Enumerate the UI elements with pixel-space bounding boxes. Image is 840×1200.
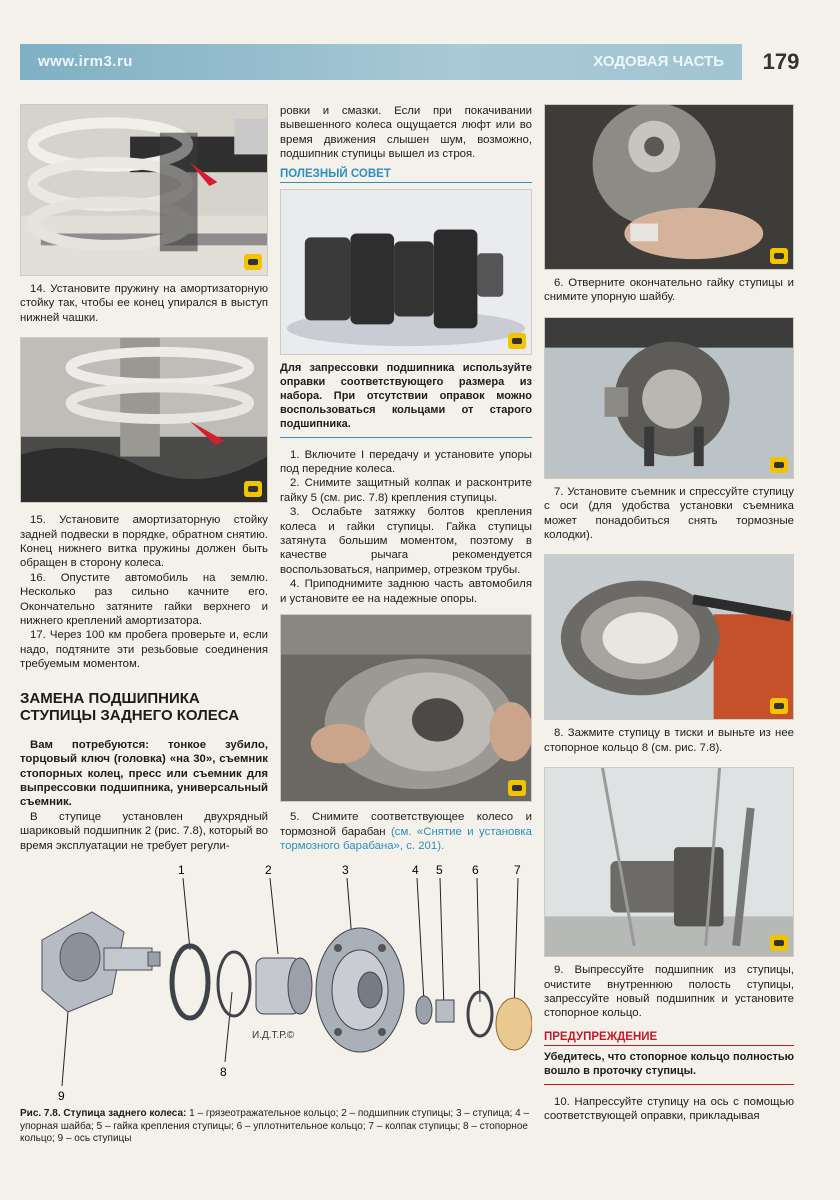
intro-text: В ступице установлен двухрядный шариковый подшипник 2 (рис. 7.8), который во время эксплуатации не требует регули-: [20, 810, 268, 852]
photo-badge-icon: [244, 254, 262, 270]
page-number: 179: [742, 40, 820, 84]
photo-hub-nut: [544, 104, 794, 270]
tools-required: Вам потребуются: тонкое зубило, торцовый ключ (головка) «на 30», съемник стопорных колец, пресс или съемник для выпрессовки подшипника, универсальный съемник.: [20, 738, 268, 809]
warning-text: Убедитесь, что стопорное кольцо полностью вошло в проточку ступицы.: [544, 1050, 794, 1077]
callout-3: 3: [342, 863, 349, 877]
tip-title: ПОЛЕЗНЫЙ СОВЕТ: [280, 168, 532, 183]
step-9: 9. Выпрессуйте подшипник из ступицы, очистите внутреннюю полость ступицы, запрессуйте новый подшипник и установите стопорное кольцо.: [544, 964, 794, 1020]
step-2: 2. Снимите защитный колпак и расконтрите гайку 5 (см. рис. 7.8) крепления ступицы.: [280, 477, 532, 504]
photo-strut-installed: [20, 337, 268, 503]
photo-badge-icon: [770, 248, 788, 264]
figure-caption: [20, 1108, 532, 1146]
step-8: 8. Зажмите ступицу в тиски и выньте из нее стопорное кольцо 8 (см. рис. 7.8).: [544, 727, 794, 754]
page-header: [20, 44, 820, 80]
column-left: [20, 104, 268, 853]
step-5: [280, 810, 532, 853]
callout-5: 5: [436, 863, 443, 877]
photo-brake-drum: [280, 614, 532, 802]
column-middle: [280, 104, 532, 853]
step-14: 14. Установите пружину на амортизаторную стойку так, чтобы ее конец упирался в выступ нижней чашки.: [20, 283, 268, 324]
callout-7: 7: [514, 863, 521, 877]
step-15: 15. Установите амортизаторную стойку задней подвески в порядке, обратном снятию. Конец нижнего витка пружины должен быть обращен в сторону колеса.: [20, 514, 268, 570]
cross-reference-link[interactable]: (см. «Снятие и установка тормозного барабана», с. 201).: [280, 825, 532, 852]
callout-9: 9: [58, 1089, 65, 1103]
photo-badge-icon: [770, 698, 788, 714]
warning-title: ПРЕДУПРЕЖДЕНИЕ: [544, 1031, 794, 1046]
column-right: [544, 104, 794, 1124]
photo-badge-icon: [508, 780, 526, 796]
hub-diagram: [20, 862, 532, 1112]
photo-badge-icon: [770, 935, 788, 951]
photo-puller: [544, 317, 794, 479]
continued-text: ровки и смазки. Если при покачивании вывешенного колеса ощущается люфт или во время движения слышен шум, возможно, подшипник ступицы вышел из строя.: [280, 105, 532, 161]
figure-watermark: И.Д.Т.Р.©: [252, 1030, 295, 1041]
photo-vise-hub: [544, 554, 794, 720]
callout-2: 2: [265, 863, 272, 877]
photo-spring-strut: [20, 104, 268, 276]
step-7: 7. Установите съемник и спрессуйте ступицу с оси (для удобства установки съемника может понадобиться снять тормозные колодки).: [544, 485, 794, 542]
photo-badge-icon: [244, 481, 262, 497]
photo-mandrels: [280, 189, 532, 355]
step-1: 1. Включите I передачу и установите упоры под передние колеса.: [280, 448, 532, 476]
section-title: ХОДОВАЯ ЧАСТЬ: [593, 53, 724, 70]
tip-text: Для запрессовки подшипника используйте оправки соответствующего размера из набора. При отсутствии оправок можно воспользоваться кольцами от старого подшипника.: [280, 361, 532, 430]
figure-caption-text: 1 – грязеотражательное кольцо; 2 – подшипник ступицы; 3 – ступица; 4 – упорная шайба; 5 – гайка крепления ступицы; 6 – уплотнительное кольцо; 7 – колпак ступицы; 8 – стопорное кольцо; 9 – ось ступицы: [20, 1108, 530, 1144]
figure-caption-title: Рис. 7.8. Ступица заднего колеса:: [20, 1108, 187, 1119]
step-4: 4. Приподнимите заднюю часть автомобиля и установите ее на надежные опоры.: [280, 578, 532, 605]
figure-hub-exploded: [20, 862, 532, 1112]
callout-1: 1: [178, 863, 185, 877]
photo-badge-icon: [770, 457, 788, 473]
callout-4: 4: [412, 863, 419, 877]
section-heading: ЗАМЕНА ПОДШИПНИКА СТУПИЦЫ ЗАДНЕГО КОЛЕСА: [20, 689, 240, 724]
step-16: 16. Опустите автомобиль на землю. Несколько раз сильно качните его. Окончательно затяните гайки верхнего и нижнего креплений амортизатора.: [20, 571, 268, 628]
step-6: 6. Отверните окончательно гайку ступицы и снимите упорную шайбу.: [544, 277, 794, 304]
step-10: 10. Напрессуйте ступицу на ось с помощью соответствующей оправки, прикладывая: [544, 1095, 794, 1123]
site-url: www.irm3.ru: [38, 53, 133, 70]
callout-8: 8: [220, 1065, 227, 1079]
step-17: 17. Через 100 км пробега проверьте и, если надо, подтяните эти резьбовые соединения требуемым моментом.: [20, 629, 268, 671]
step-3: 3. Ослабьте затяжку болтов крепления колеса и гайки ступицы. Гайка ступицы затянута большим моментом, поэтому в качестве рычага рекомендуется воспользоваться, например, отрезком трубы.: [280, 506, 532, 576]
callout-6: 6: [472, 863, 479, 877]
photo-badge-icon: [508, 333, 526, 349]
step-5-text: 5. Снимите соответствующее колесо и тормозной барабан: [280, 811, 532, 838]
photo-bearing-press: [544, 767, 794, 957]
